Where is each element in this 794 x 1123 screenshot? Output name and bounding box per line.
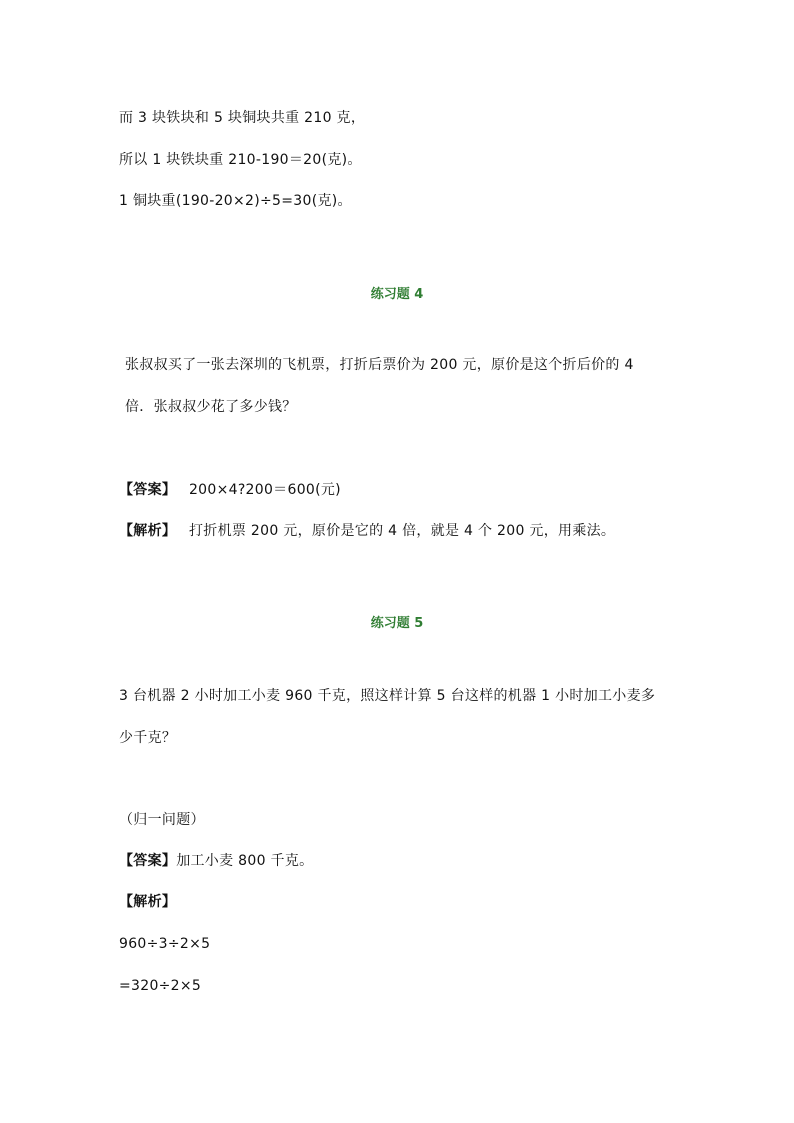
exercise-4-heading: 练习题 4	[370, 287, 424, 302]
analysis-text: 打折机票 200 元，原价是它的 4 倍，就是 4 个 200 元，用乘法。	[188, 523, 616, 539]
solution-line-3: 1 铜块重(190-20×2)÷5=30(克)。	[119, 193, 352, 209]
exercise-4-answer	[119, 480, 341, 500]
exercise-5-analysis-label	[119, 892, 176, 912]
solution-line-1: 而 3 块铁块和 5 块铜块共重 210 克，	[119, 110, 366, 126]
exercise-4-analysis	[119, 521, 615, 541]
analysis-label: 【解析】	[119, 894, 177, 910]
answer-text: 加工小麦 800 千克。	[176, 853, 314, 869]
exercise-5-question-line-2: 少千克？	[119, 730, 177, 746]
exercise-5-question-line-1: 3 台机器 2 小时加工小麦 960 千克，照这样计算 5 台这样的机器 1 小时加工小麦多	[119, 688, 656, 704]
answer-text: 200×4?200＝600(元)	[188, 482, 341, 498]
exercise-5-calc-line-1: 960÷3÷2×5	[119, 936, 211, 952]
analysis-label: 【解析】	[119, 523, 177, 539]
solution-line-2: 所以 1 块铁块重 210-190＝20(克)。	[119, 152, 362, 168]
exercise-4-question-line-1: 张叔叔买了一张去深圳的飞机票，打折后票价为 200 元，原价是这个折后价的 4	[125, 357, 634, 373]
answer-label: 【答案】	[119, 853, 177, 869]
exercise-5-calc-line-2: =320÷2×5	[119, 978, 202, 994]
exercise-4-question-line-2: 倍．张叔叔少花了多少钱？	[125, 399, 297, 415]
exercise-5-category: （归一问题）	[119, 812, 205, 828]
answer-label: 【答案】	[119, 482, 177, 498]
exercise-5-heading: 练习题 5	[370, 616, 424, 631]
exercise-5-answer	[119, 851, 313, 871]
